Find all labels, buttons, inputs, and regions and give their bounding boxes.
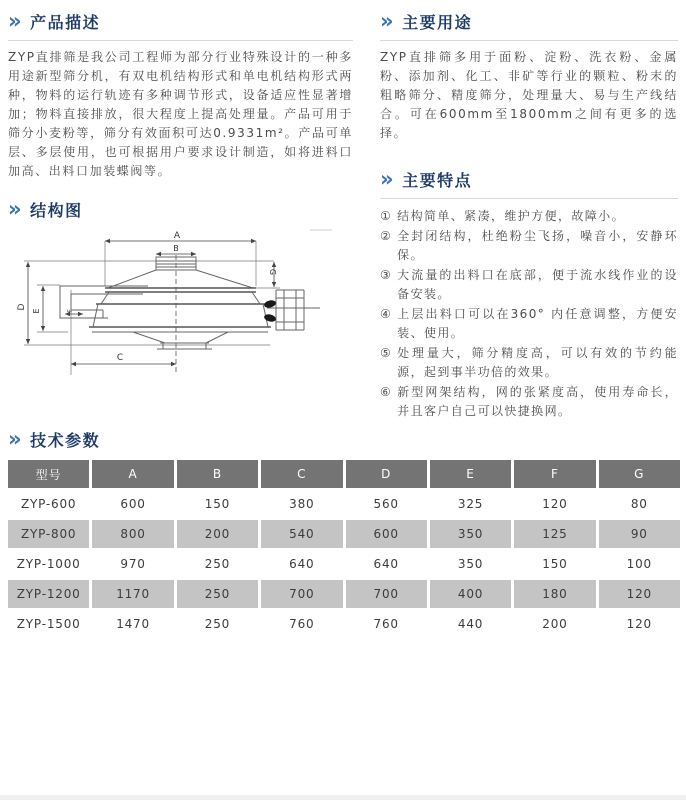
value-cell: 1170 — [92, 580, 173, 608]
feature-number: ③ — [380, 268, 393, 282]
value-cell: 200 — [514, 610, 595, 638]
value-cell: 400 — [430, 580, 511, 608]
value-cell: 560 — [346, 490, 427, 518]
label-D: D — [17, 303, 27, 311]
product-description-text: ZYP直排筛是我公司工程师为部分行业特殊设计的一种多用途新型筛分机，有双电机结构形式和单电机结构形式两种，物料的运行轨迹有多种调节形式，设备适应性显著增加；物料直接排放，很大程度上提高处理量。产品可用于筛分小麦粉等，筛分有效面积可达0.9331m²。产品可单层、多层使用，也可根据用户要求设计制造，如将进料口加高、出料口加装蝶阀等。 — [8, 40, 353, 181]
value-cell: 100 — [599, 550, 680, 578]
cone-right-side — [196, 270, 253, 288]
product-description-title: 产品描述 — [30, 13, 101, 32]
main-uses-text: ZYP直排筛多用于面粉、淀粉、洗衣粉、金属粉、添加剂、化工、非矿等行业的颗粒、粉末的粗略筛分、精度筛分，处理量大、易与生产线结合。可在600mm至1800mm之间有更多的选择。 — [380, 40, 678, 143]
feature-item — [380, 383, 678, 421]
column-header-G: G — [599, 460, 680, 488]
feature-text: 全封闭结构，杜绝粉尘飞扬，噪音小，安静环保。 — [397, 229, 678, 262]
structure-diagram-heading — [8, 198, 353, 221]
value-cell: 120 — [514, 490, 595, 518]
tech-params-title: 技术参数 — [30, 431, 101, 450]
main-uses-title: 主要用途 — [402, 13, 473, 32]
product-description-heading — [8, 10, 353, 33]
structure-diagram-image — [8, 228, 353, 410]
value-cell: 250 — [177, 580, 258, 608]
feature-text: 新型网架结构，网的张紧度高，使用寿命长，并且客户自己可以快捷换网。 — [397, 385, 678, 418]
table-row — [8, 580, 680, 608]
value-cell: 800 — [92, 520, 173, 548]
right-column — [380, 8, 678, 422]
feature-item — [380, 344, 678, 382]
section-tech-params — [8, 428, 678, 640]
value-cell: 250 — [177, 610, 258, 638]
feature-item — [380, 227, 678, 265]
value-cell: 120 — [599, 610, 680, 638]
column-header-A: A — [92, 460, 173, 488]
section-main-features — [380, 168, 678, 421]
feature-number: ⑤ — [380, 346, 393, 360]
value-cell: 90 — [599, 520, 680, 548]
label-B: B — [173, 244, 179, 253]
table-row — [8, 490, 680, 518]
feature-number: ④ — [380, 307, 393, 321]
model-cell: ZYP-1200 — [8, 580, 89, 608]
value-cell: 600 — [346, 520, 427, 548]
model-cell: ZYP-800 — [8, 520, 89, 548]
table-row — [8, 520, 680, 548]
two-column-layout — [8, 8, 678, 422]
feature-number: ① — [380, 209, 393, 223]
value-cell: 150 — [514, 550, 595, 578]
feature-text: 处理量大，筛分精度高，可以有效的节约能源，起到事半功倍的效果。 — [397, 346, 678, 379]
value-cell: 200 — [177, 520, 258, 548]
model-cell: ZYP-1000 — [8, 550, 89, 578]
column-header-B: B — [177, 460, 258, 488]
feature-text: 大流量的出料口在底部，便于流水线作业的设备安装。 — [397, 268, 678, 301]
double-chevron-icon: » — [8, 8, 24, 33]
value-cell: 380 — [261, 490, 342, 518]
value-cell: 180 — [514, 580, 595, 608]
value-cell: 760 — [261, 610, 342, 638]
value-cell: 120 — [599, 580, 680, 608]
value-cell: 325 — [430, 490, 511, 518]
value-cell: 350 — [430, 550, 511, 578]
value-cell: 970 — [92, 550, 173, 578]
model-cell: ZYP-600 — [8, 490, 89, 518]
column-header-C: C — [261, 460, 342, 488]
label-C: C — [116, 353, 124, 363]
structure-diagram-title: 结构图 — [30, 201, 83, 220]
main-features-heading — [380, 168, 678, 191]
sieve-machine-technical-drawing — [8, 228, 348, 406]
feature-text: 结构简单、紧凑，维护方便，故障小。 — [397, 209, 625, 223]
value-cell: 640 — [346, 550, 427, 578]
value-cell: 250 — [177, 550, 258, 578]
tech-params-heading — [8, 428, 678, 451]
value-cell: 600 — [92, 490, 173, 518]
feature-number: ② — [380, 229, 393, 243]
value-cell: 700 — [346, 580, 427, 608]
label-F: F — [67, 309, 74, 313]
table-row — [8, 610, 680, 638]
double-chevron-icon: » — [380, 8, 396, 33]
value-cell: 640 — [261, 550, 342, 578]
column-header-D: D — [346, 460, 427, 488]
label-A: A — [173, 231, 181, 241]
feature-number: ⑥ — [380, 385, 393, 399]
value-cell: 700 — [261, 580, 342, 608]
feature-item — [380, 266, 678, 304]
cone-left-side — [108, 270, 156, 288]
label-E: E — [32, 308, 41, 314]
table-header-row — [8, 460, 680, 488]
feature-text: 上层出料口可以在360° 内任意调整，方便安装、使用。 — [397, 307, 678, 340]
label-G: G — [268, 268, 277, 276]
section-product-description — [8, 10, 353, 181]
value-cell: 760 — [346, 610, 427, 638]
tech-params-table — [5, 458, 683, 640]
section-structure-diagram — [8, 198, 353, 410]
column-header-model: 型号 — [8, 460, 89, 488]
value-cell: 350 — [430, 520, 511, 548]
feature-item — [380, 305, 678, 343]
double-chevron-icon: » — [8, 426, 24, 451]
column-header-F: F — [514, 460, 595, 488]
value-cell: 440 — [430, 610, 511, 638]
value-cell: 150 — [177, 490, 258, 518]
model-cell: ZYP-1500 — [8, 610, 89, 638]
double-chevron-icon: » — [8, 196, 24, 221]
value-cell: 125 — [514, 520, 595, 548]
features-list — [380, 198, 678, 421]
section-main-uses — [380, 10, 678, 143]
main-uses-heading — [380, 10, 678, 33]
left-bracket-inner — [71, 294, 143, 310]
left-column — [8, 8, 353, 410]
feature-item — [380, 207, 678, 226]
double-chevron-icon: » — [380, 166, 396, 191]
value-cell: 540 — [261, 520, 342, 548]
value-cell: 80 — [599, 490, 680, 518]
value-cell: 1470 — [92, 610, 173, 638]
clamp-bolt-upper — [263, 299, 276, 309]
main-features-title: 主要特点 — [402, 171, 473, 190]
table-row — [8, 550, 680, 578]
column-header-E: E — [430, 460, 511, 488]
